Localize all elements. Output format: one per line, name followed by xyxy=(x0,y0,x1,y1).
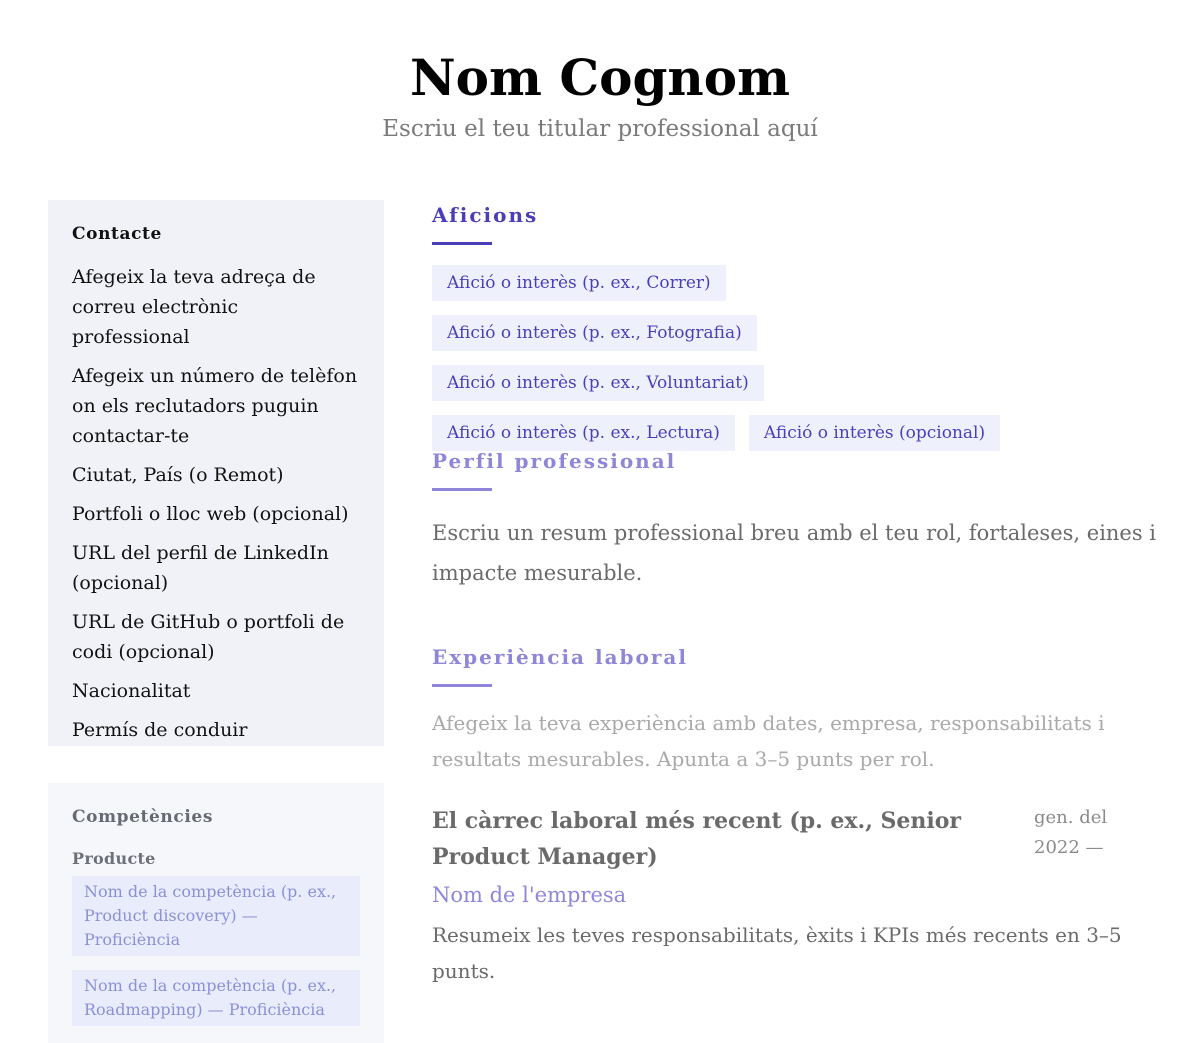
section-divider xyxy=(432,488,492,491)
hobbies-section xyxy=(432,200,1162,451)
contact-title: Contacte xyxy=(72,224,162,244)
skill-item: Nom de la competència (p. ex., Product discovery) — Proficiència xyxy=(72,876,360,956)
job-entry xyxy=(432,803,1162,989)
hobby-chip: Afició o interès (p. ex., Fotografia) xyxy=(432,315,757,351)
hobby-chip: Afició o interès (opcional) xyxy=(749,415,1000,451)
skill-group-title: Producte xyxy=(72,849,156,868)
section-divider xyxy=(432,684,492,687)
profile-summary: Escriu un resum professional breu amb el teu rol, fortaleses, eines i impacte mesurable. xyxy=(432,521,1157,585)
job-summary: Resumeix les teves responsabilitats, èxits i KPIs més recents en 3–5 punts. xyxy=(432,923,1122,983)
professional-headline: Escriu el teu titular professional aquí xyxy=(382,116,818,142)
contact-github: URL de GitHub o portfoli de codi (opcional) xyxy=(72,611,345,663)
contact-phone: Afegeix un número de telèfon on els reclutadors puguin contactar-te xyxy=(72,365,358,447)
job-company: Nom de l'empresa xyxy=(432,883,627,907)
hobby-chip-list xyxy=(432,265,1052,451)
skill-item: Nom de la competència (p. ex., Roadmapping) — Proficiència xyxy=(72,970,360,1026)
contact-email: Afegeix la teva adreça de correu electrònic professional xyxy=(72,266,316,348)
hobby-chip: Afició o interès (p. ex., Voluntariat) xyxy=(432,365,764,401)
experience-intro: Afegeix la teva experiència amb dates, empresa, responsabilitats i resultats mesurables. Apunta a 3–5 punts per rol. xyxy=(432,711,1105,771)
contact-linkedin: URL del perfil de LinkedIn (opcional) xyxy=(72,542,329,594)
contact-location: Ciutat, País (o Remot) xyxy=(72,464,284,486)
contact-list xyxy=(72,262,360,745)
full-name: Nom Cognom xyxy=(409,48,791,107)
main-column xyxy=(432,200,1162,983)
profile-title: Perfil professional xyxy=(432,449,677,473)
hobbies-title: Aficions xyxy=(432,203,539,227)
contact-nationality: Nacionalitat xyxy=(72,680,191,702)
experience-title: Experiència laboral xyxy=(432,645,688,669)
contact-card xyxy=(48,200,384,746)
hobby-chip: Afició o interès (p. ex., Correr) xyxy=(432,265,726,301)
experience-section xyxy=(432,642,1162,989)
resume-header xyxy=(0,46,1200,144)
contact-driving-license: Permís de conduir xyxy=(72,719,248,741)
job-title: El càrrec laboral més recent (p. ex., Senior Product Manager) xyxy=(432,808,962,870)
job-date: gen. del 2022 — xyxy=(1034,807,1108,858)
skills-card xyxy=(48,783,384,1043)
skills-title: Competències xyxy=(72,807,213,827)
profile-section xyxy=(432,446,1162,593)
contact-portfolio: Portfoli o lloc web (opcional) xyxy=(72,503,349,525)
section-divider xyxy=(432,242,492,245)
hobby-chip: Afició o interès (p. ex., Lectura) xyxy=(432,415,735,451)
